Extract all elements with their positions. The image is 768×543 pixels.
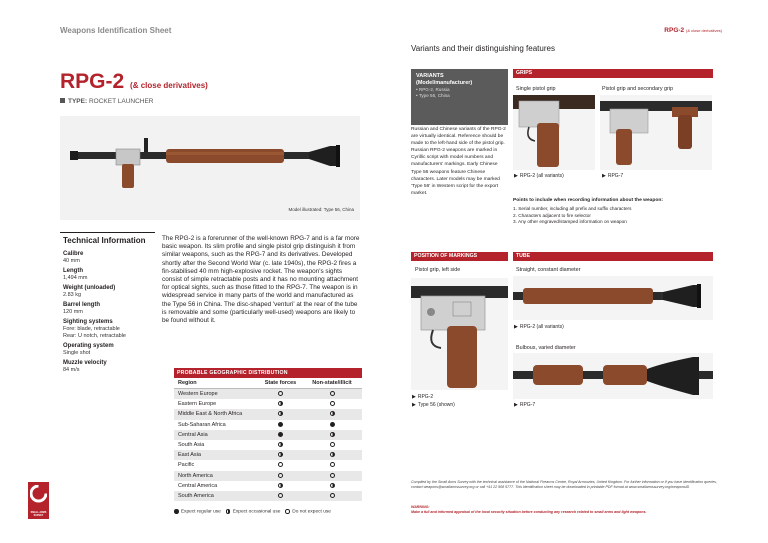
tube-caption-straight-label: RPG-2 (all variants) bbox=[519, 324, 564, 330]
markings-caption-1 bbox=[412, 394, 433, 400]
non-state-cell bbox=[302, 409, 362, 419]
spec-value: 120 mm bbox=[63, 309, 83, 315]
state-forces-cell bbox=[259, 420, 302, 430]
legend-occasional bbox=[226, 509, 281, 515]
spec-key: Barrel length bbox=[63, 302, 101, 308]
full-circle-icon bbox=[174, 509, 179, 514]
state-forces-cell bbox=[259, 409, 302, 419]
weapon-type bbox=[60, 98, 154, 105]
spec-value: 84 m/s bbox=[63, 367, 80, 373]
spec-key: Operating system bbox=[63, 343, 114, 349]
table-row bbox=[174, 430, 362, 440]
tube-bulbous-label: Bulbous, varied diameter bbox=[516, 345, 576, 351]
spec-length bbox=[63, 268, 155, 282]
technical-info-list bbox=[63, 251, 155, 377]
state-forces-cell bbox=[259, 491, 302, 501]
table-row bbox=[174, 420, 362, 430]
non-state-cell bbox=[302, 450, 362, 460]
spec-operating bbox=[63, 343, 155, 357]
col-region: Region bbox=[178, 380, 197, 386]
region-cell: South Asia bbox=[178, 441, 205, 448]
table-row bbox=[174, 440, 362, 450]
spec-sighting bbox=[63, 319, 155, 340]
grip-caption-single bbox=[514, 173, 564, 179]
half-circle-icon bbox=[278, 411, 283, 416]
half-circle-icon bbox=[330, 432, 335, 437]
table-row bbox=[174, 481, 362, 491]
region-cell: Pacific bbox=[178, 462, 195, 469]
half-circle-icon bbox=[278, 401, 283, 406]
tube-bulbous-photo bbox=[513, 353, 713, 399]
photo-caption: Model illustrated: Type 56, China bbox=[288, 207, 354, 212]
triangle-bullet-icon: ▶ bbox=[412, 402, 416, 408]
legend-occasional-label: Expect occasional use bbox=[232, 509, 281, 515]
warning-text: Make a full and informed appraisal of the local security situation before conducting any research related to small arms and light weapons. bbox=[411, 510, 647, 514]
markings-heading: POSITION OF MARKINGS bbox=[411, 252, 508, 261]
non-state-cell bbox=[302, 471, 362, 481]
region-cell: Central Asia bbox=[178, 431, 208, 438]
empty-circle-icon bbox=[278, 493, 283, 498]
rpg-launcher-illustration bbox=[60, 116, 360, 220]
spec-key: Sighting systems bbox=[63, 319, 113, 325]
full-circle-icon bbox=[278, 422, 283, 427]
grips-heading: GRIPS bbox=[513, 69, 713, 78]
region-cell: Middle East & North Africa bbox=[178, 411, 243, 418]
col-state-forces: State forces bbox=[264, 380, 297, 386]
markings-caption-2-label: Type 56 (shown) bbox=[417, 402, 455, 408]
markings-photo bbox=[411, 278, 508, 390]
tube-caption-straight bbox=[514, 324, 564, 330]
non-state-cell bbox=[302, 430, 362, 440]
triangle-bullet-icon: ▶ bbox=[412, 394, 416, 400]
spec-calibre bbox=[63, 251, 155, 265]
empty-circle-icon bbox=[278, 391, 283, 396]
markings-label: Pistol grip, left side bbox=[415, 267, 461, 273]
markings-illustration bbox=[411, 278, 508, 390]
variants-subheading: (Model/manufacturer) bbox=[416, 80, 473, 86]
empty-circle-icon bbox=[330, 391, 335, 396]
variant-item: • Type 56, China bbox=[416, 93, 450, 98]
half-circle-icon bbox=[330, 483, 335, 488]
variant-item-label: RPG-2, Russia bbox=[418, 87, 450, 92]
double-grip-illustration bbox=[600, 95, 712, 170]
spec-muzzle-velocity bbox=[63, 360, 155, 374]
non-state-cell bbox=[302, 481, 362, 491]
point-item: 2. Characters adjacent to fire selector bbox=[513, 212, 591, 218]
empty-circle-icon bbox=[285, 509, 290, 514]
distribution-legend bbox=[174, 509, 331, 515]
divider bbox=[60, 232, 155, 233]
state-forces-cell bbox=[259, 471, 302, 481]
weapon-title bbox=[60, 70, 208, 94]
variants-heading: VARIANTS bbox=[416, 73, 444, 79]
non-state-cell bbox=[302, 420, 362, 430]
full-circle-icon bbox=[330, 422, 335, 427]
tube-caption-bulbous bbox=[514, 402, 535, 408]
non-state-cell bbox=[302, 491, 362, 501]
region-cell: South America bbox=[178, 492, 214, 499]
non-state-cell bbox=[302, 460, 362, 470]
variant-item: • RPG-2, Russia bbox=[416, 87, 450, 92]
sheet-title: Weapons Identification Sheet bbox=[60, 26, 172, 35]
state-forces-cell bbox=[259, 440, 302, 450]
warning-heading: WARNING: bbox=[411, 505, 430, 509]
point-item: 3. Any other engraved/stamped information on weapon bbox=[513, 219, 627, 225]
legend-none bbox=[285, 509, 331, 515]
non-state-cell bbox=[302, 389, 362, 399]
tube-straight-photo bbox=[513, 276, 713, 320]
state-forces-cell bbox=[259, 389, 302, 399]
table-row bbox=[174, 389, 362, 399]
point-item: 1. Serial number, including all prefix and suffix characters bbox=[513, 205, 632, 211]
empty-circle-icon bbox=[330, 462, 335, 467]
bulbous-tube-illustration bbox=[513, 353, 713, 399]
spec-key: Muzzle velocity bbox=[63, 360, 107, 366]
description-text: The RPG-2 is a forerunner of the well-known RPG-7 and is a far more basic weapon. Its slim profile and single pistol grip distinguish it from similar weapons, such as the RPG-7 and its derivatives. Developed shortly after the Second World War (c. late 1940s), the RPG-2 fires a fin-stabilised 40 mm high-explosive rocket. The weapon's sights consist of simple retractable posts and it has no mounting attachment for optical sights, such as those fitted to the RPG-7. The weapon is in widespread service in many parts of the world and manufactured as the Type 56 in China. The disc-shaped 'venturi' at the rear of the tube is removable and some (particularly well-used) weapons are likely to be found without it. bbox=[162, 235, 360, 325]
distribution-columns bbox=[174, 378, 362, 389]
distribution-heading: PROBABLE GEOGRAPHIC DISTRIBUTION bbox=[174, 368, 362, 378]
logo-emblem-icon bbox=[30, 485, 47, 503]
table-row bbox=[174, 471, 362, 481]
state-forces-cell bbox=[259, 430, 302, 440]
tube-caption-bulbous-label: RPG-7 bbox=[519, 402, 536, 408]
empty-circle-icon bbox=[278, 473, 283, 478]
half-circle-icon bbox=[330, 411, 335, 416]
half-circle-icon bbox=[330, 452, 335, 457]
weapon-title-sub: (& close derivatives) bbox=[130, 81, 208, 90]
small-arms-survey-logo bbox=[28, 482, 49, 519]
variants-page-title: Variants and their distinguishing features bbox=[411, 44, 555, 53]
spec-value: Fore: blade, retractable bbox=[63, 326, 120, 332]
distribution-rows bbox=[174, 389, 362, 501]
region-cell: Eastern Europe bbox=[178, 401, 217, 408]
grip-double-label: Pistol grip and secondary grip bbox=[602, 86, 674, 92]
non-state-cell bbox=[302, 399, 362, 409]
logo-text: SMALL ARMS SURVEY bbox=[30, 511, 47, 517]
compiled-note: Compiled by the Small Arms Survey with the technical assistance of the National Firearms Centre, Royal Armouries, United Kingdom. For further information or if you have identification queries, contact weapons@smallarmssurvey.org or call +41 22 908 5777. This identification sheet may be downloaded in printable PDF format at www.smallarmssurvey.org/weaponsID bbox=[411, 480, 717, 489]
table-row bbox=[174, 409, 362, 419]
launcher-photo bbox=[60, 116, 360, 220]
empty-circle-icon bbox=[330, 401, 335, 406]
technical-info-heading: Technical Information bbox=[63, 236, 146, 245]
region-cell: Central America bbox=[178, 482, 218, 489]
grip-single-label: Single pistol grip bbox=[516, 86, 556, 92]
table-row bbox=[174, 491, 362, 501]
variant-item-label: Type 56, China bbox=[418, 93, 450, 98]
single-grip-photo bbox=[513, 95, 595, 170]
non-state-cell bbox=[302, 440, 362, 450]
spec-barrel-length bbox=[63, 302, 155, 316]
table-row bbox=[174, 399, 362, 409]
spec-value: 40 mm bbox=[63, 258, 80, 264]
double-grip-photo bbox=[600, 95, 712, 170]
half-circle-icon bbox=[278, 483, 283, 488]
triangle-bullet-icon: ▶ bbox=[514, 324, 518, 330]
distribution-table bbox=[174, 368, 362, 501]
legend-regular-label: Expect regular use bbox=[180, 509, 221, 515]
state-forces-cell bbox=[259, 450, 302, 460]
spec-value: Single shot bbox=[63, 350, 91, 356]
type-label: TYPE: bbox=[68, 98, 88, 105]
spec-key: Calibre bbox=[63, 251, 84, 257]
weapon-title-main: RPG-2 bbox=[60, 70, 125, 93]
spec-value: 1,494 mm bbox=[63, 275, 88, 281]
region-cell: East Asia bbox=[178, 452, 201, 459]
spec-value: Rear: U notch, retractable bbox=[63, 333, 126, 339]
straight-tube-illustration bbox=[513, 276, 713, 320]
variants-box bbox=[411, 69, 508, 125]
legend-regular bbox=[174, 509, 221, 515]
spec-key: Length bbox=[63, 268, 83, 274]
recording-points bbox=[513, 198, 713, 226]
state-forces-cell bbox=[259, 399, 302, 409]
half-circle-icon bbox=[278, 452, 283, 457]
table-row bbox=[174, 460, 362, 470]
spec-weight bbox=[63, 285, 155, 299]
points-heading: Points to include when recording information about the weapon: bbox=[513, 198, 663, 203]
type-value: ROCKET LAUNCHER bbox=[88, 98, 154, 105]
top-tag-sub: (& close derivatives) bbox=[685, 28, 722, 33]
tube-heading: TUBE bbox=[513, 252, 713, 261]
region-cell: Sub-Saharan Africa bbox=[178, 421, 226, 428]
full-circle-icon bbox=[278, 432, 283, 437]
square-bullet-icon bbox=[60, 98, 65, 103]
variants-description: Russian and Chinese variants of the RPG-2 are virtually identical. Reference should be made to the left-hand side of the pistol grip. Russian RPG-2 weapons are marked in Cyrillic script with model numbers and manufacturers' markings. Early Chinese Type 56 weapons feature Chinese characters. Later models may be marked 'Type 56' in Western script for the export market. bbox=[411, 127, 506, 196]
empty-circle-icon bbox=[330, 442, 335, 447]
grip-caption-double bbox=[602, 173, 623, 179]
table-row bbox=[174, 450, 362, 460]
tube-straight-label: Straight, constant diameter bbox=[516, 267, 581, 273]
triangle-bullet-icon: ▶ bbox=[514, 402, 518, 408]
top-tag bbox=[664, 27, 722, 34]
triangle-bullet-icon: ▶ bbox=[602, 173, 606, 179]
spec-key: Weight (unloaded) bbox=[63, 285, 116, 291]
col-non-state: Non-state/illicit bbox=[312, 380, 352, 386]
region-cell: Western Europe bbox=[178, 391, 218, 397]
spec-value: 2.83 kg bbox=[63, 292, 82, 298]
empty-circle-icon bbox=[330, 493, 335, 498]
region-cell: North America bbox=[178, 472, 213, 479]
state-forces-cell bbox=[259, 481, 302, 491]
grip-caption-single-label: RPG-2 (all variants) bbox=[519, 173, 564, 179]
grip-caption-double-label: RPG-7 bbox=[607, 173, 624, 179]
empty-circle-icon bbox=[330, 473, 335, 478]
triangle-bullet-icon: ▶ bbox=[514, 173, 518, 179]
markings-caption-2 bbox=[412, 402, 455, 408]
single-grip-illustration bbox=[513, 95, 595, 170]
empty-circle-icon bbox=[278, 462, 283, 467]
top-tag-main: RPG-2 bbox=[664, 27, 685, 34]
legend-none-label: Do not expect use bbox=[292, 509, 331, 515]
half-circle-icon bbox=[278, 442, 283, 447]
half-circle-icon bbox=[226, 509, 231, 514]
markings-caption-1-label: RPG-2 bbox=[417, 394, 434, 400]
state-forces-cell bbox=[259, 460, 302, 470]
